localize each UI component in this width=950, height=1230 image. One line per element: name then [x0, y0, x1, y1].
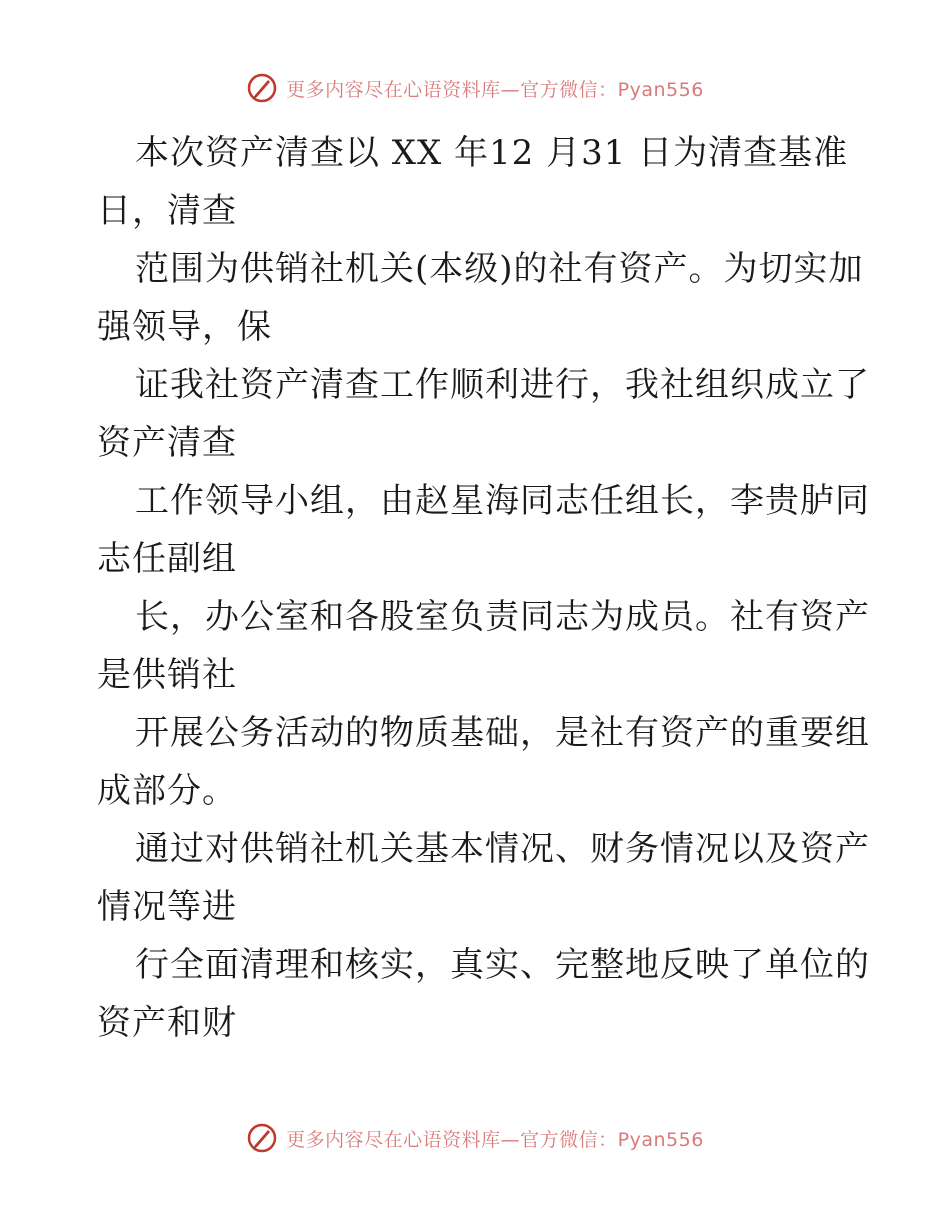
watermark-text: 更多内容尽在心语资料库—官方微信：Pyan556: [286, 1128, 704, 1151]
text-line: 志任副组: [97, 539, 237, 579]
text-line: 资产清查: [97, 423, 237, 463]
text-line: 证我社资产清查工作顺利进行，我社组织成立了: [135, 365, 870, 405]
quill-logo-icon: [246, 1122, 278, 1154]
document-body: [97, 124, 870, 1052]
text-line: 本次资产清查以 XX 年12 月31 日为清查基准: [135, 133, 849, 173]
text-line: 长，办公室和各股室负责同志为成员。社有资产: [135, 597, 870, 637]
text-line: 是供销社: [97, 655, 237, 695]
text-line: 范围为供销社机关(本级)的社有资产。为切实加: [135, 249, 864, 289]
footer-watermark: [0, 1122, 950, 1154]
header-watermark: [0, 72, 950, 104]
text-line: 工作领导小组，由赵星海同志任组长，李贵胪同: [135, 481, 870, 521]
text-line: 成部分。: [97, 771, 237, 811]
text-line: 强领导，保: [97, 307, 272, 347]
watermark-text: 更多内容尽在心语资料库—官方微信：Pyan556: [286, 78, 704, 101]
text-line: 情况等进: [97, 887, 237, 927]
text-line: 行全面清理和核实，真实、完整地反映了单位的: [135, 945, 870, 985]
quill-logo-icon: [246, 72, 278, 104]
text-line: 资产和财: [97, 1003, 237, 1043]
text-line: 通过对供销社机关基本情况、财务情况以及资产: [135, 829, 870, 869]
text-line: 开展公务活动的物质基础，是社有资产的重要组: [135, 713, 870, 753]
text-line: 日，清查: [97, 191, 237, 231]
